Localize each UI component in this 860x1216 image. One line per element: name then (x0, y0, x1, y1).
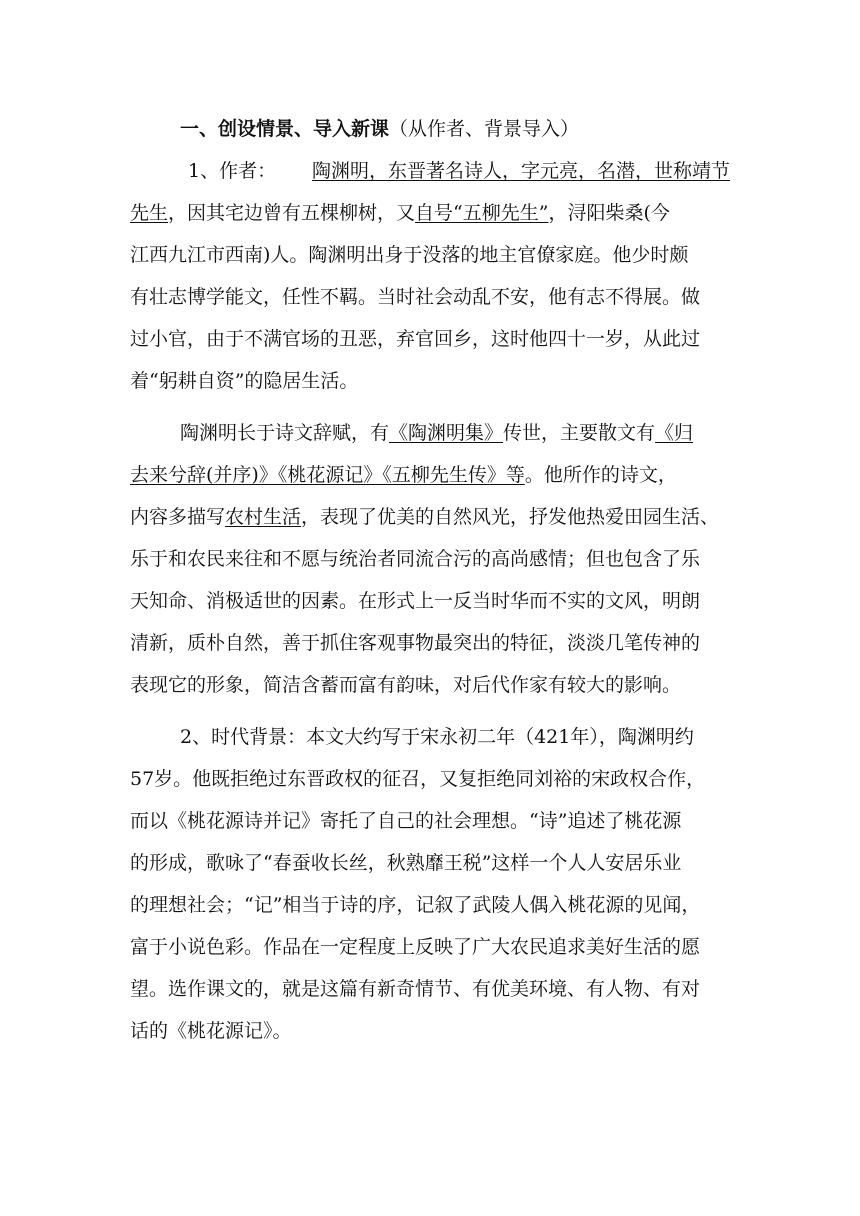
author-tail-text: ，浔阳柴桑(今 (548, 202, 670, 224)
paragraph-line: 话的《桃花源记》。 (130, 1020, 292, 1042)
paragraph-line: 天知命、消极适世的因素。在形式上一反当时华而不实的文风，明朗 (130, 590, 701, 612)
paragraph-line: 的形成，歌咏了“春蚕收长丝，秋熟靡王税”这样一个人人安居乐业 (130, 852, 682, 874)
paragraph-line: 乐于和农民来往和不愿与统治者同流合污的高尚感情；但也包含了乐 (130, 548, 701, 570)
paragraph-line (130, 454, 730, 496)
paragraph-line: 江西九江市西南)人。陶渊明出身于没落的地主官僚家庭。他少时颇 (130, 244, 689, 266)
paragraph-line: 2、时代背景：本文大约写于宋永初二年（421年），陶渊明约 (180, 726, 694, 748)
paragraph-line: 清新，质朴自然，善于抓住客观事物最突出的特征，淡淡几笔传神的 (130, 632, 701, 654)
works-content-lead: 内容多描写 (130, 506, 226, 528)
section-heading (130, 108, 730, 150)
works-paragraph (130, 412, 730, 706)
works-rural-life-underlined: 农村生活 (225, 506, 302, 528)
paragraph-line (130, 496, 730, 538)
works-tail-text: 。他所作的诗文， (524, 464, 677, 486)
works-prose-underlined-start: 《归 (655, 422, 694, 444)
works-collection-underlined: 《陶渊明集》 (389, 422, 504, 444)
author-mid-text: ，因其宅边曾有五棵柳树，又 (168, 202, 416, 224)
paragraph-line (130, 192, 730, 234)
paragraph-line: 的理想社会；“记”相当于诗的序，记叙了武陵人偶入桃花源的见闻， (130, 894, 701, 916)
works-prose-underlined: 去来兮辞(并序)》《桃花源记》《五柳先生传》等 (130, 464, 525, 486)
paragraph-line: 过小官，由于不满官场的丑恶，弃官回乡，这时他四十一岁，从此过 (130, 328, 701, 350)
section-heading-title: 一、创设情景、导入新课 (180, 118, 390, 140)
paragraph-line: 富于小说色彩。作品在一定程度上反映了广大农民追求美好生活的愿 (130, 936, 701, 958)
author-paragraph (130, 150, 730, 402)
paragraph-line: 57岁。他既拒绝过东晋政权的征召，又复拒绝同刘裕的宋政权合作， (130, 768, 706, 790)
background-paragraph (130, 716, 730, 1052)
works-lead: 陶渊明长于诗文辞赋，有 (180, 422, 390, 444)
paragraph-line: 着“躬耕自资”的隐居生活。 (130, 370, 359, 392)
author-lead: 1、作者： (188, 160, 277, 182)
paragraph-line (130, 150, 730, 192)
paragraph-line: 而以《桃花源诗并记》寄托了自己的社会理想。“诗”追述了桃花源 (130, 810, 682, 832)
paragraph-line: 表现它的形象，简洁含蓄而富有韵味，对后代作家有较大的影响。 (130, 674, 682, 696)
author-title-underlined: 先生 (130, 202, 169, 224)
section-heading-note: （从作者、背景导入） (389, 118, 580, 140)
works-content-tail: ，表现了优美的自然风光，抒发他热爱田园生活、 (301, 506, 720, 528)
author-nickname-underlined: 自号“五柳先生” (415, 202, 549, 224)
paragraph-line: 望。选作课文的，就是这篇有新奇情节、有优美环境、有人物、有对 (130, 978, 701, 1000)
works-mid-text: 传世，主要散文有 (503, 422, 656, 444)
paragraph-line (130, 412, 730, 454)
document-body (130, 108, 730, 1052)
paragraph-line: 有壮志博学能文，任性不羁。当时社会动乱不安，他有志不得展。做 (130, 286, 701, 308)
author-underlined-text: 陶渊明，东晋著名诗人，字元亮，名潜，世称靖节 (311, 160, 730, 182)
